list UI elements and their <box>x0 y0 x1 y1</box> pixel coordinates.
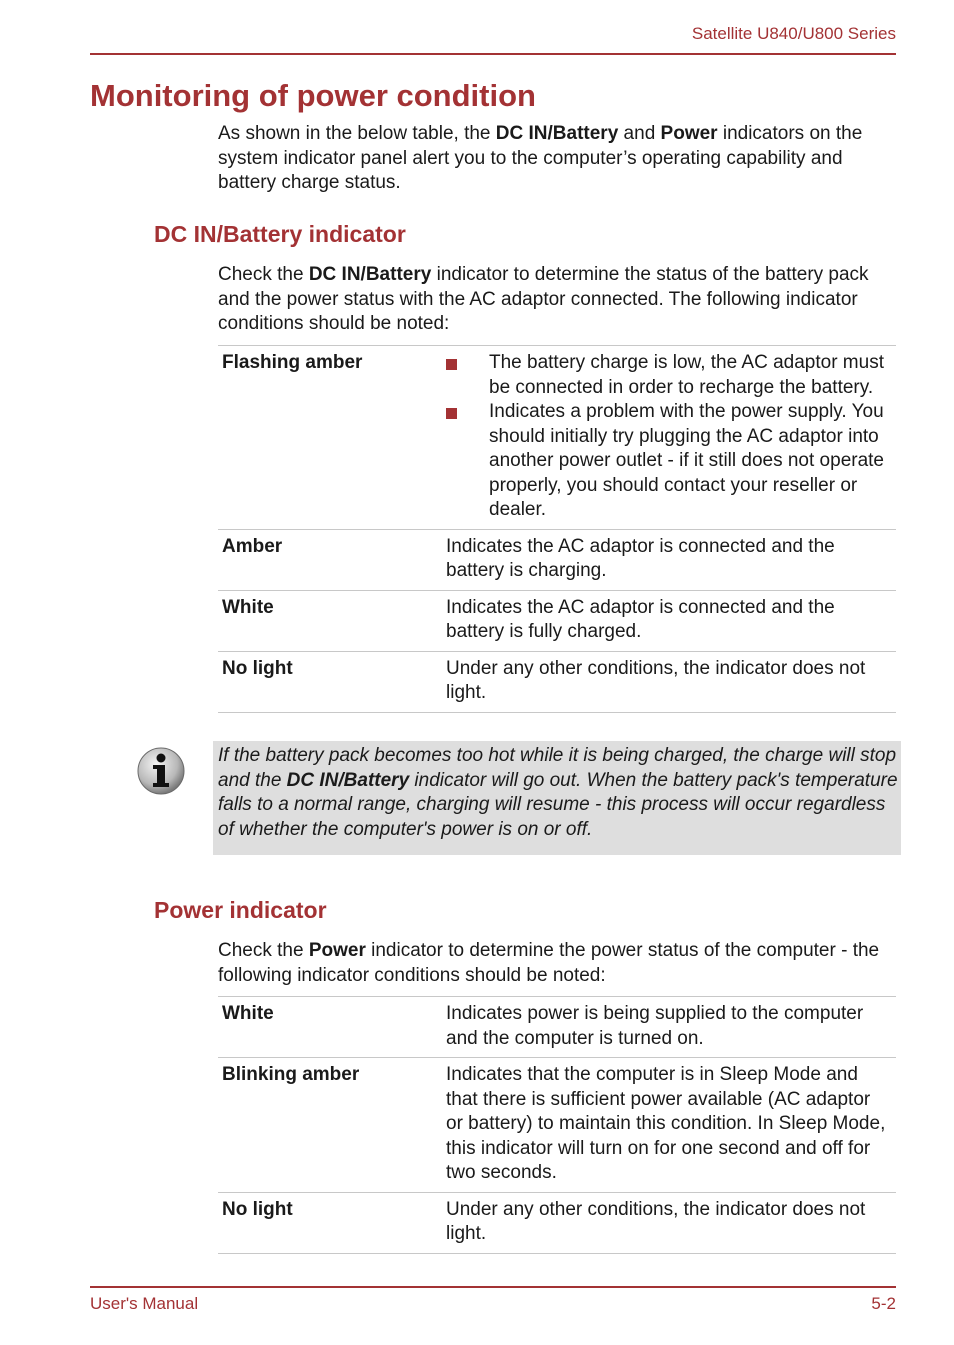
condition-term: Amber <box>222 535 283 557</box>
page-number: 5-2 <box>871 1294 896 1313</box>
footer-manual-label: User's Manual <box>90 1294 199 1313</box>
condition-description: Indicates the AC adaptor is connected and the battery is fully charged. <box>446 596 835 642</box>
condition-term: Flashing amber <box>222 352 363 373</box>
table-row <box>218 1058 896 1193</box>
table-row <box>218 590 896 651</box>
note-text: If the battery pack becomes too hot while it is being charged, the charge will stop and the DC IN/Battery indicator will go out. When the battery pack's temperature falls to a normal range, charging will resume - this process will occur regardless of whether the computer's power is on or off. <box>218 745 898 840</box>
condition-description <box>442 346 896 530</box>
header-rule <box>90 53 896 55</box>
power-indicator-heading: Power indicator <box>154 897 327 923</box>
condition-term: No light <box>222 657 293 679</box>
table-row <box>218 997 896 1058</box>
page-title: Monitoring of power condition <box>90 78 536 113</box>
square-bullet-icon <box>446 359 457 370</box>
bullet-list <box>446 351 892 523</box>
condition-term: Blinking amber <box>222 1064 360 1085</box>
condition-description: Under any other conditions, the indicator does not light. <box>446 1198 866 1244</box>
list-item: Indicates a problem with the power supply. You should initially try plugging the AC adaptor into another power outlet - if it still does not operate properly, you should contact your reseller or dealer. <box>446 400 892 523</box>
dc-battery-heading: DC IN/Battery indicator <box>154 221 406 247</box>
list-item: The battery charge is low, the AC adaptor must be connected in order to recharge the battery. <box>446 351 892 400</box>
condition-description: Under any other conditions, the indicator does not light. <box>446 657 866 703</box>
running-header: Satellite U840/U800 Series <box>691 24 896 43</box>
power-indicator-table <box>218 996 896 1254</box>
power-indicator-intro: Check the Power indicator to determine the power status of the computer - the following indicator conditions should be noted: <box>218 940 880 986</box>
footer-rule <box>90 1286 896 1288</box>
table-row <box>218 651 896 712</box>
table-row <box>218 1192 896 1253</box>
note-box <box>213 741 901 855</box>
table-row <box>218 346 896 530</box>
condition-term: White <box>222 1003 274 1024</box>
dc-battery-table <box>218 345 896 713</box>
info-icon <box>136 746 186 796</box>
condition-description: Indicates that the computer is in Sleep Mode and that there is sufficient power available (AC adaptor or battery) to maintain this condition. In Sleep Mode, this indicator will turn on for one second and off for two seconds. <box>446 1064 886 1183</box>
square-bullet-icon <box>446 408 457 419</box>
intro-paragraph: As shown in the below table, the DC IN/Battery and Power indicators on the system indicator panel alert you to the computer’s operating capability and battery charge status. <box>218 123 863 193</box>
condition-description: Indicates power is being supplied to the computer and the computer is turned on. <box>446 1003 864 1049</box>
condition-term: No light <box>222 1198 293 1220</box>
dc-battery-intro: Check the DC IN/Battery indicator to determine the status of the battery pack and the power status with the AC adaptor connected. The following indicator conditions should be noted: <box>218 264 869 334</box>
condition-term: White <box>222 596 274 618</box>
table-row <box>218 529 896 590</box>
condition-description: Indicates the AC adaptor is connected and the battery is charging. <box>446 535 835 581</box>
